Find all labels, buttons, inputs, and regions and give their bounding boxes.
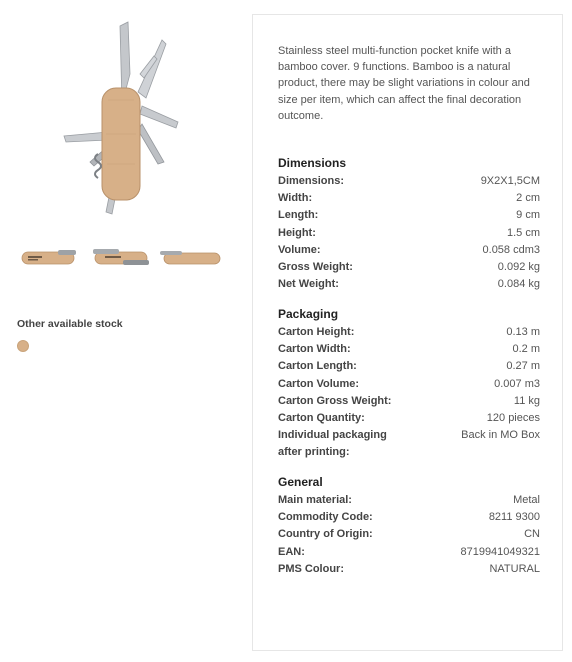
spec-label: Width: bbox=[278, 192, 313, 205]
spec-value: 9X2X1,5CM bbox=[480, 175, 540, 187]
spec-value: 0.092 kg bbox=[497, 261, 540, 273]
spec-label: Volume: bbox=[278, 243, 321, 256]
spec-label: PMS Colour: bbox=[278, 562, 344, 575]
other-stock-label: Other available stock bbox=[17, 318, 123, 330]
spec-row bbox=[278, 427, 540, 444]
spec-value: 0.007 m3 bbox=[494, 377, 540, 390]
spec-value: 2 cm bbox=[516, 192, 540, 205]
color-swatch-natural[interactable] bbox=[17, 340, 29, 352]
spec-row bbox=[278, 444, 540, 461]
spec-row bbox=[278, 225, 540, 242]
product-info-panel bbox=[252, 14, 563, 651]
spec-row bbox=[278, 561, 540, 578]
spec-row bbox=[278, 190, 540, 207]
spec-row bbox=[278, 276, 540, 293]
spec-label: Gross Weight: bbox=[278, 261, 353, 273]
spec-row bbox=[278, 509, 540, 526]
section-title-general: General bbox=[278, 475, 323, 489]
product-gallery bbox=[0, 0, 240, 662]
spec-label: Carton Width: bbox=[278, 343, 351, 356]
spec-row bbox=[278, 173, 540, 190]
spec-label: Main material: bbox=[278, 494, 352, 506]
spec-value: 8211 9300 bbox=[488, 511, 540, 524]
spec-label: Dimensions: bbox=[278, 175, 345, 187]
thumbnail-2[interactable] bbox=[89, 240, 153, 274]
product-main-image[interactable] bbox=[50, 14, 180, 219]
spec-value: 11 kg bbox=[513, 394, 540, 407]
spec-value: 0.27 m bbox=[506, 360, 540, 373]
spec-label: Carton Gross Weight: bbox=[278, 394, 392, 407]
spec-row bbox=[278, 544, 540, 561]
spec-row bbox=[278, 526, 540, 543]
spec-row bbox=[278, 259, 540, 276]
spec-row bbox=[278, 207, 540, 224]
spec-label: Individual packaging bbox=[278, 429, 387, 442]
spec-value: NATURAL bbox=[489, 562, 540, 575]
spec-label: Commodity Code: bbox=[278, 511, 373, 524]
spec-value: 1.5 cm bbox=[506, 226, 540, 239]
spec-value: 0.058 cdm3 bbox=[482, 243, 540, 256]
spec-value: Back in MO Box bbox=[461, 429, 540, 442]
spec-value: 9 cm bbox=[516, 209, 540, 222]
spec-value: Metal bbox=[513, 494, 540, 506]
section-title-packaging: Packaging bbox=[278, 307, 339, 321]
product-description: Stainless steel multi-function pocket knife with a bamboo cover. 9 functions. Bamboo is a natural product, there may be slight variations in colour and size per item, which can affect the final decoration outcome. bbox=[278, 45, 530, 122]
spec-row bbox=[278, 492, 540, 509]
spec-value: CN bbox=[524, 528, 540, 541]
spec-label: Length: bbox=[278, 209, 319, 222]
spec-label: Carton Volume: bbox=[278, 377, 360, 390]
spec-value: 120 pieces bbox=[486, 412, 540, 424]
section-title-dimensions: Dimensions bbox=[278, 156, 347, 170]
spec-value: 0.13 m bbox=[506, 326, 540, 338]
spec-label: Carton Length: bbox=[278, 360, 357, 373]
spec-row bbox=[278, 341, 540, 358]
spec-label: after printing: bbox=[278, 446, 350, 459]
spec-row bbox=[278, 376, 540, 393]
spec-label: Net Weight: bbox=[278, 278, 339, 291]
spec-label: Carton Quantity: bbox=[278, 412, 365, 424]
spec-label: Height: bbox=[278, 226, 316, 239]
thumbnail-1[interactable] bbox=[18, 240, 82, 274]
thumbnail-strip bbox=[18, 240, 228, 274]
spec-row bbox=[278, 393, 540, 410]
spec-row bbox=[278, 410, 540, 427]
spec-row bbox=[278, 242, 540, 259]
spec-label: Carton Height: bbox=[278, 326, 355, 338]
spec-value: 0.084 kg bbox=[497, 278, 540, 291]
spec-label: Country of Origin: bbox=[278, 528, 373, 541]
spec-row bbox=[278, 358, 540, 375]
spec-value: 0.2 m bbox=[512, 343, 540, 356]
spec-row bbox=[278, 324, 540, 341]
spec-value: 8719941049321 bbox=[460, 545, 540, 558]
thumbnail-3[interactable] bbox=[158, 240, 222, 274]
spec-label: EAN: bbox=[278, 545, 305, 558]
